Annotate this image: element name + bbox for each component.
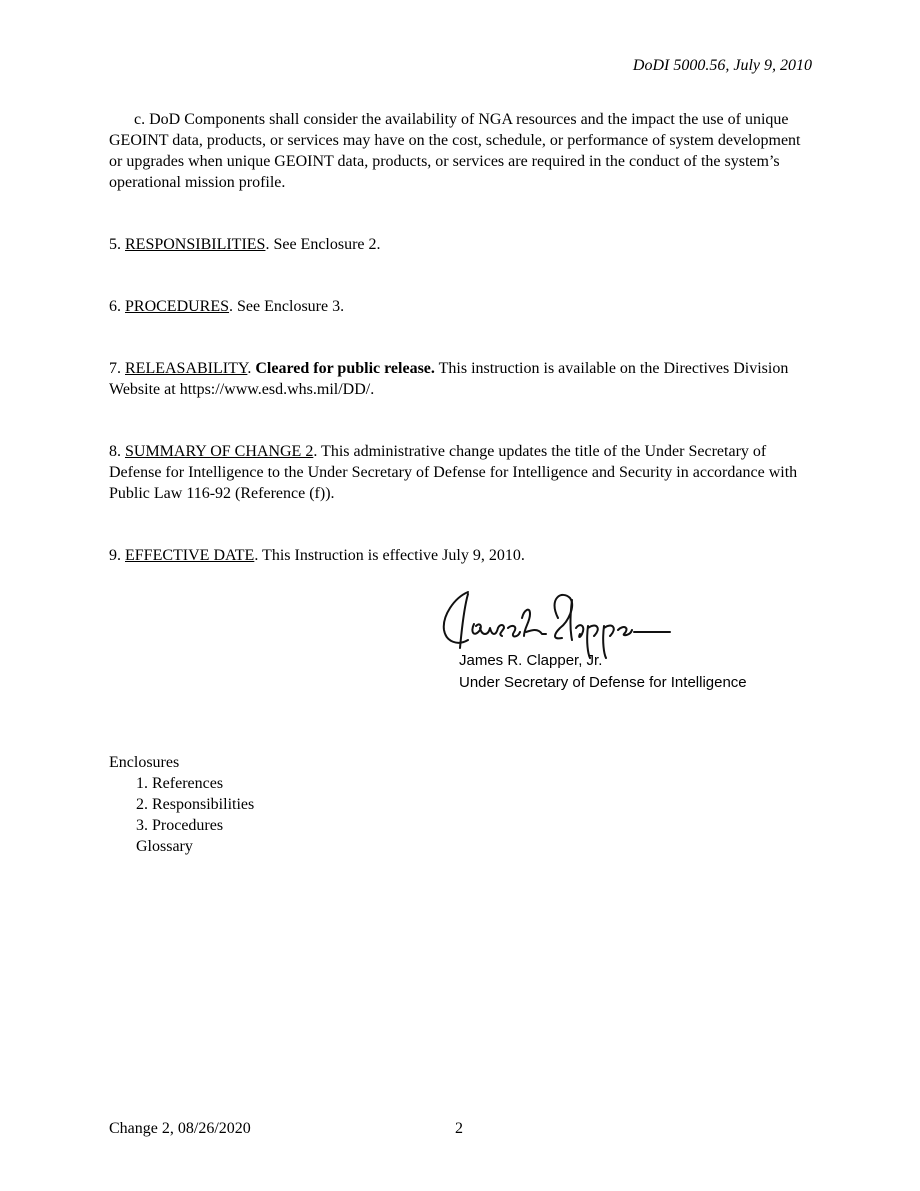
document-header: DoDI 5000.56, July 9, 2010 — [632, 57, 812, 74]
signer-title: Under Secretary of Defense for Intelligence — [459, 674, 747, 691]
enclosures-heading: Enclosures — [109, 754, 180, 771]
section-title: PROCEDURES — [125, 298, 230, 315]
enclosure-items — [109, 773, 254, 857]
enclosure-item: 2. Responsibilities — [136, 796, 255, 813]
enclosure-item: 3. Procedures — [136, 817, 224, 834]
section-7-releasability — [109, 358, 813, 400]
section-title: RESPONSIBILITIES — [125, 236, 266, 253]
section-number: 8. — [109, 443, 125, 460]
section-title: RELEASABILITY — [125, 360, 248, 377]
section-text: This instruction is available on the Directives Division Website at https://www.esd.whs.mil/DD/. — [109, 360, 789, 398]
section-separator: . — [247, 360, 256, 377]
section-5-responsibilities — [109, 234, 813, 255]
release-statement: Cleared for public release. — [255, 360, 435, 377]
section-text: . See Enclosure 3. — [229, 298, 345, 315]
section-number: 5. — [109, 236, 125, 253]
footer-change-info: Change 2, 08/26/2020 — [109, 1120, 251, 1137]
paragraph-c: c. DoD Components shall consider the availability of NGA resources and the impact the use of unique GEOINT data, products, or services may have on the cost, schedule, or performance of system development or upgrades when unique GEOINT data, products, or services are required in the conduct of the system’s operational mission profile. — [109, 111, 801, 191]
signer-name: James R. Clapper, Jr. — [459, 652, 603, 669]
enclosure-item: Glossary — [136, 838, 193, 855]
section-6-procedures — [109, 296, 813, 317]
section-8-summary-of-change — [109, 441, 813, 504]
signature-block — [438, 588, 778, 698]
enclosure-item: 1. References — [136, 775, 224, 792]
section-text: . This administrative change updates the title of the Under Secretary of Defense for Intelligence to the Under Secretary of Defense for Intelligence and Security in accordance with Public Law 116-92 (Reference (f)). — [109, 443, 798, 502]
section-number: 6. — [109, 298, 125, 315]
section-number: 9. — [109, 547, 125, 564]
section-text: . This Instruction is effective July 9, 2010. — [254, 547, 525, 564]
page-number: 2 — [455, 1120, 463, 1137]
enclosures-list — [109, 752, 254, 857]
section-title: SUMMARY OF CHANGE 2 — [125, 443, 314, 460]
section-text: . See Enclosure 2. — [265, 236, 381, 253]
section-9-effective-date — [109, 545, 813, 566]
section-number: 7. — [109, 360, 125, 377]
section-title: EFFECTIVE DATE — [125, 547, 255, 564]
